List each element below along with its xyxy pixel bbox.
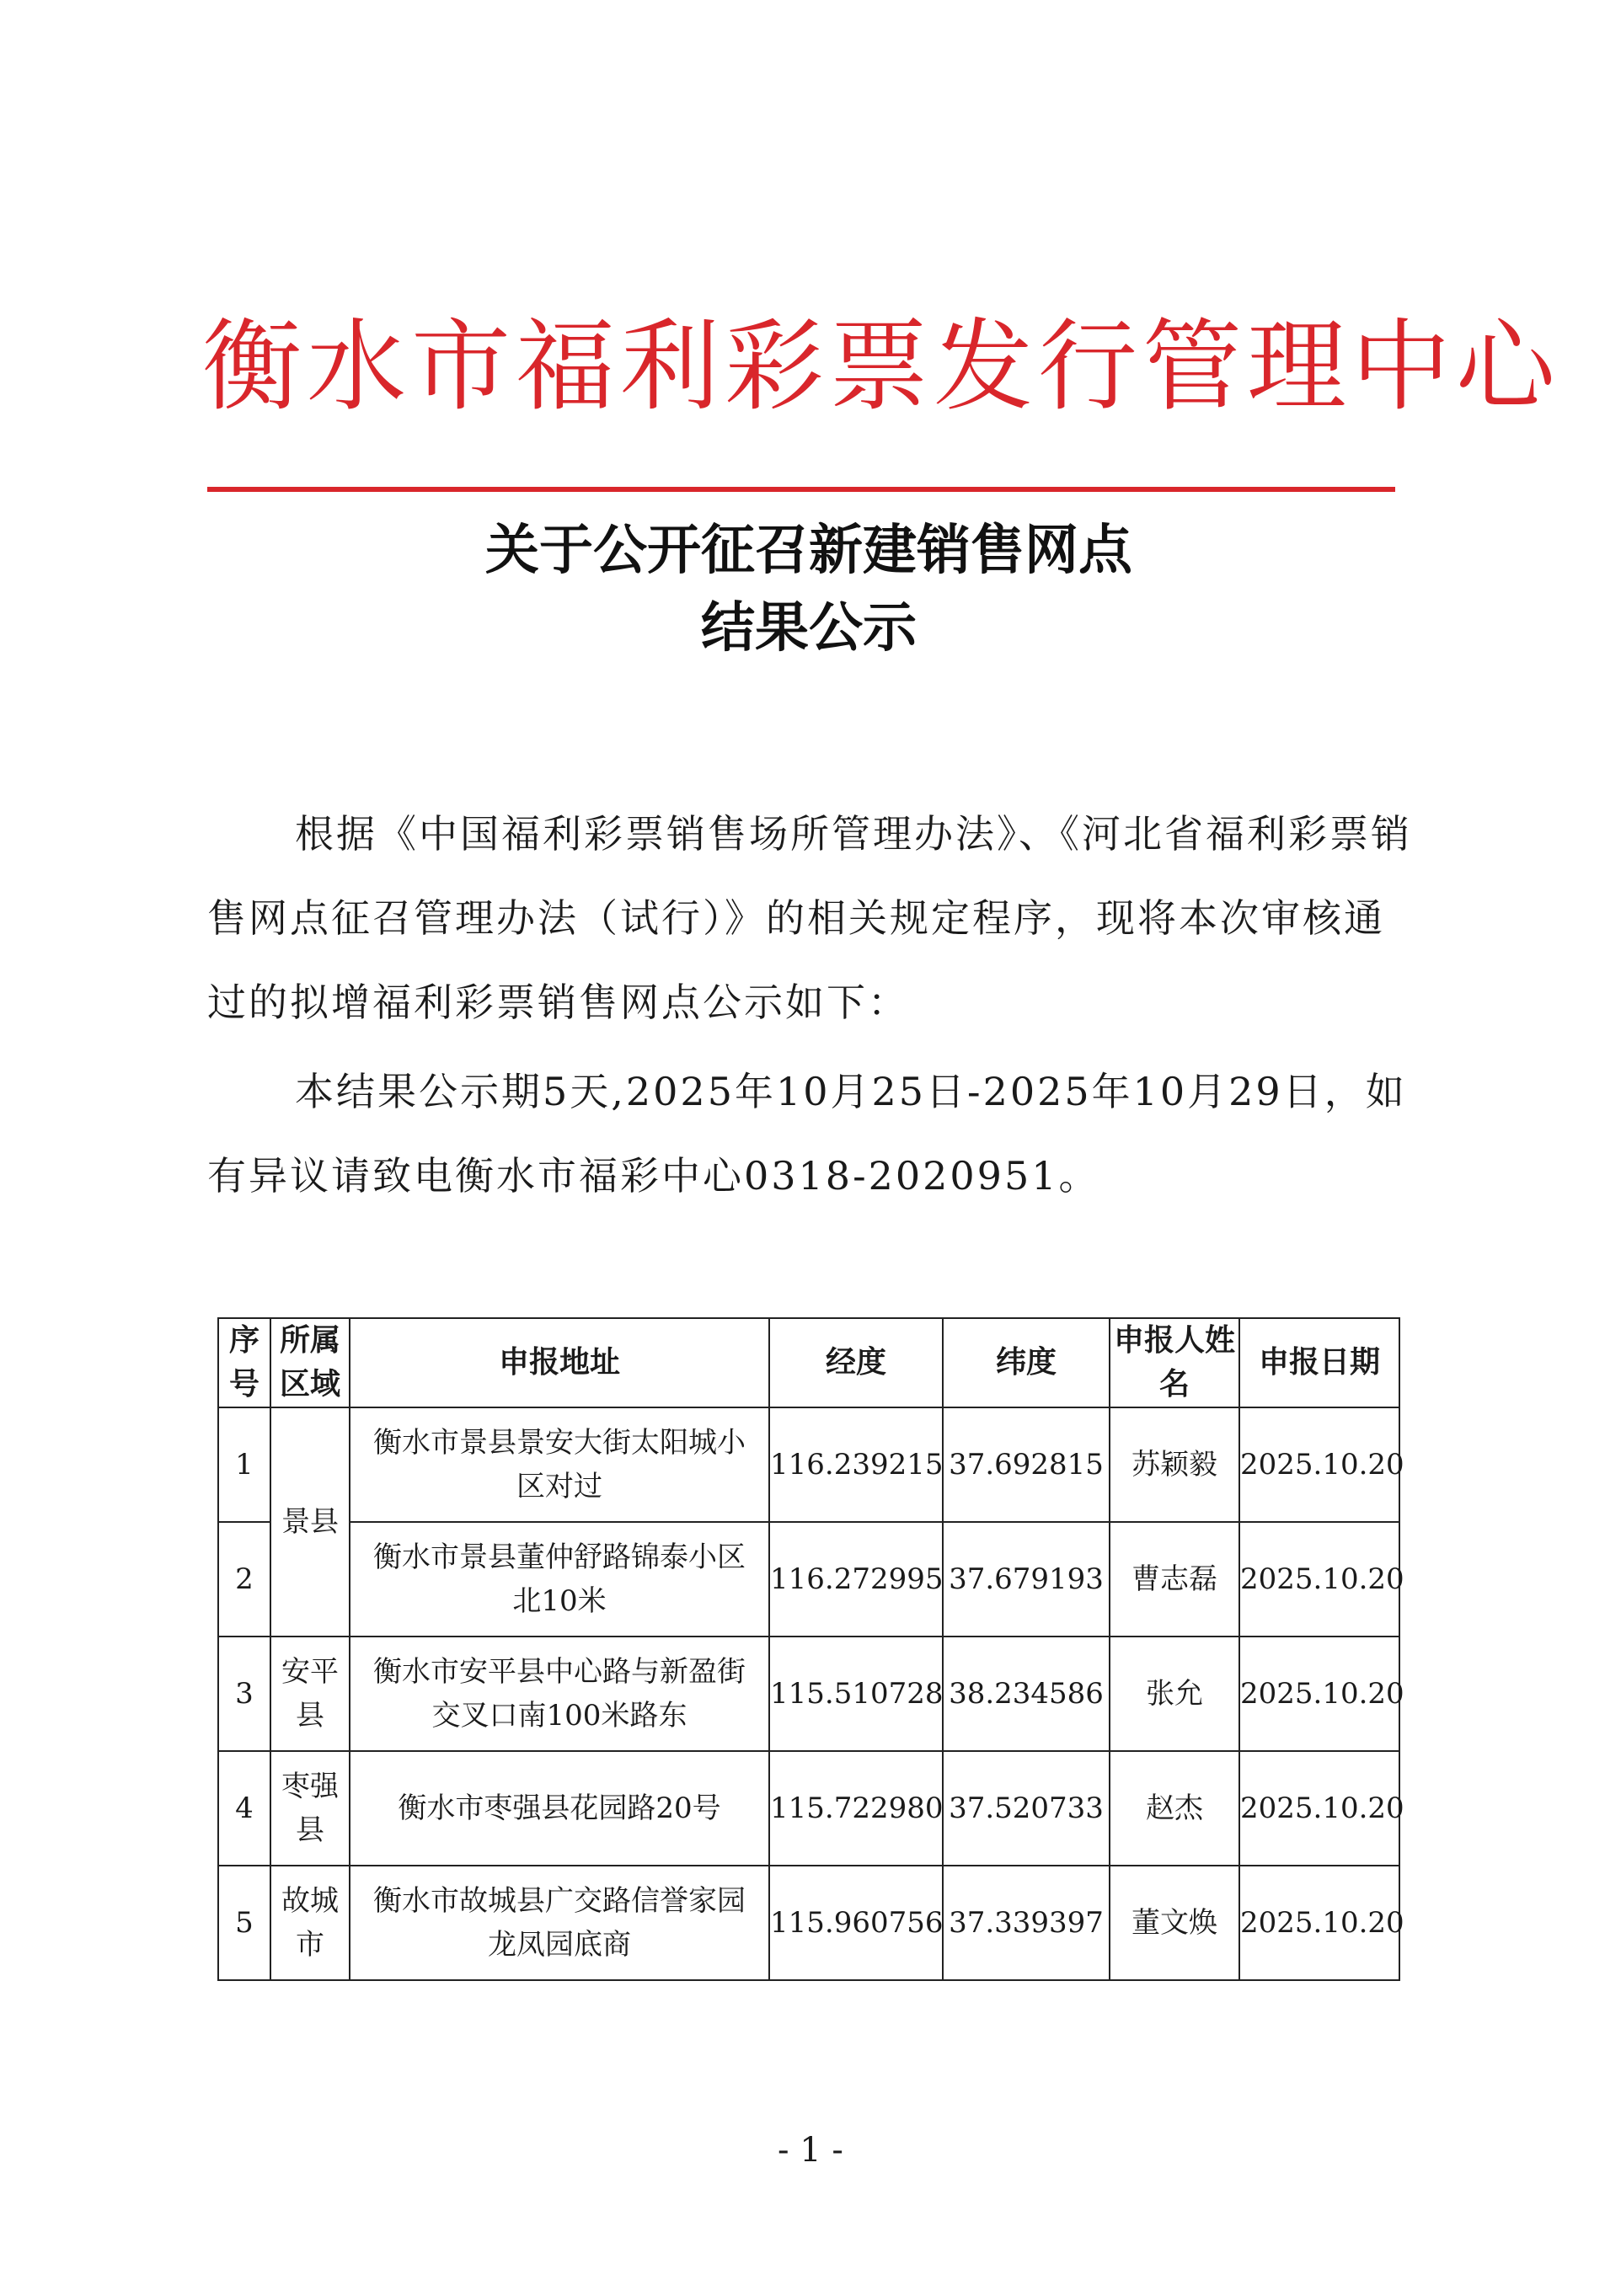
cell-seq: 2 xyxy=(218,1522,270,1637)
cell-region: 景县 xyxy=(270,1407,350,1637)
cell-latitude: 37.679193 xyxy=(943,1522,1110,1637)
cell-applicant: 苏颖毅 xyxy=(1110,1407,1239,1522)
cell-date: 2025.10.20 xyxy=(1239,1866,1399,1980)
cell-address: 衡水市枣强县花园路20号 xyxy=(350,1751,769,1866)
table-row xyxy=(218,1407,1399,1522)
header-seq: 序号 xyxy=(218,1318,270,1407)
cell-longitude: 115.960756 xyxy=(769,1866,943,1980)
header-applicant: 申报人姓名 xyxy=(1110,1318,1239,1407)
cell-date: 2025.10.20 xyxy=(1239,1751,1399,1866)
table-header-row xyxy=(218,1318,1399,1407)
cell-date: 2025.10.20 xyxy=(1239,1637,1399,1751)
results-table xyxy=(217,1317,1404,1981)
table-row xyxy=(218,1751,1399,1866)
cell-region: 故城市 xyxy=(270,1866,350,1980)
notice-period-paragraph: 本结果公示期5天,2025年10月25日-2025年10月29日，如有异议请致电衡水市福彩中心0318-2020951。 xyxy=(207,1069,1407,1199)
header-latitude: 纬度 xyxy=(943,1318,1110,1407)
cell-address: 衡水市安平县中心路与新盈街交叉口南100米路东 xyxy=(350,1637,769,1751)
page-number: - 1 - xyxy=(778,2131,843,2170)
cell-longitude: 116.239215 xyxy=(769,1407,943,1522)
cell-region: 安平县 xyxy=(270,1637,350,1751)
cell-seq: 3 xyxy=(218,1637,270,1751)
header-date: 申报日期 xyxy=(1239,1318,1399,1407)
cell-applicant: 董文焕 xyxy=(1110,1866,1239,1980)
cell-date: 2025.10.20 xyxy=(1239,1522,1399,1637)
header-region: 所属区域 xyxy=(270,1318,350,1407)
cell-latitude: 38.234586 xyxy=(943,1637,1110,1751)
cell-seq: 4 xyxy=(218,1751,270,1866)
cell-latitude: 37.692815 xyxy=(943,1407,1110,1522)
header-longitude: 经度 xyxy=(769,1318,943,1407)
cell-longitude: 116.272995 xyxy=(769,1522,943,1637)
intro-paragraph: 根据《中国福利彩票销售场所管理办法》、《河北省福利彩票销售网点征召管理办法（试行）》的相关规定程序，现将本次审核通过的拟增福利彩票销售网点公示如下： xyxy=(207,811,1412,1025)
cell-address: 衡水市景县景安大街太阳城小区对过 xyxy=(350,1407,769,1522)
cell-applicant: 曹志磊 xyxy=(1110,1522,1239,1637)
cell-longitude: 115.722980 xyxy=(769,1751,943,1866)
results-table-container xyxy=(217,1317,1404,1981)
document-title xyxy=(202,512,1415,667)
cell-date: 2025.10.20 xyxy=(1239,1407,1399,1522)
header-divider xyxy=(207,487,1395,492)
cell-applicant: 张允 xyxy=(1110,1637,1239,1751)
header-address: 申报地址 xyxy=(350,1318,769,1407)
table-row xyxy=(218,1637,1399,1751)
cell-address: 衡水市故城县广交路信誉家园龙凤园底商 xyxy=(350,1866,769,1980)
title-line-1: 关于公开征召新建销售网点 xyxy=(485,520,1132,582)
cell-address: 衡水市景县董仲舒路锦泰小区北10米 xyxy=(350,1522,769,1637)
cell-applicant: 赵杰 xyxy=(1110,1751,1239,1866)
cell-latitude: 37.520733 xyxy=(943,1751,1110,1866)
cell-region: 枣强县 xyxy=(270,1751,350,1866)
cell-longitude: 115.510728 xyxy=(769,1637,943,1751)
table-row xyxy=(218,1522,1399,1637)
cell-seq: 1 xyxy=(218,1407,270,1522)
title-line-2: 结果公示 xyxy=(701,597,917,659)
table-row xyxy=(218,1866,1399,1980)
organization-header: 衡水市福利彩票发行管理中心 xyxy=(202,308,1561,424)
cell-latitude: 37.339397 xyxy=(943,1866,1110,1980)
cell-seq: 5 xyxy=(218,1866,270,1980)
